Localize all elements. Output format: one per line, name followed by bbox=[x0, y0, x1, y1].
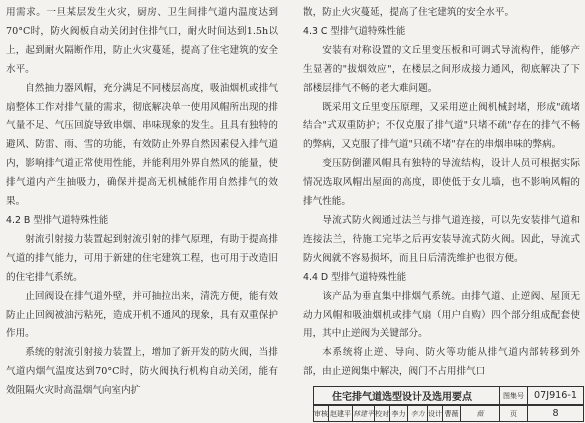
paragraph: 系统的射流引射接力装置上，增加了新开发的防火阀，当排气道内烟气温度达到70°C时，防火阀执行机构自动关闭，能有效阻隔火灾时高温烟气向室内扩 bbox=[6, 347, 278, 397]
paragraph: 散，防止火灾蔓延，提高了住宅建筑的安全水平。 bbox=[303, 7, 515, 18]
reviewer-name: 赵建平 bbox=[329, 406, 353, 422]
paragraph: 用需求。一旦某层发生火灾，厨房、卫生间排气道内温度达到70°C时，防火阀板自动关闭封住排气口，耐火时间达到1.5h以上，起到耐火隔断作用，防止火灾蔓延，提高了住宅建筑的安全水平。 bbox=[6, 7, 278, 75]
checker-signature: 李力 bbox=[408, 406, 428, 422]
designer-signature: 薇 bbox=[461, 406, 500, 422]
section-heading: 4.4 D 型排气道特殊性能 bbox=[303, 271, 407, 283]
paragraph: 安装有对称设置的文丘里变压板和可调式导流构件，能够产生显著的"拔烟效应"，在楼层之间形成接力通风，彻底解决了下部楼层排气不畅的老大难问题。 bbox=[303, 44, 580, 94]
check-label: 校对 bbox=[375, 406, 390, 422]
left-text-column bbox=[6, 4, 278, 401]
checker-name: 李力 bbox=[390, 406, 408, 422]
atlas-number-label: 图集号 bbox=[500, 387, 528, 405]
right-text-column bbox=[303, 4, 580, 382]
paragraph: 既采用文丘里变压原理，又采用逆止阀机械封堵，形成"疏堵结合"式双重防护；不仅克服了排气道"只堵不疏"存在的排气不畅的弊病，又克服了排气道"只疏不堵"存在的串烟串味的弊病。 bbox=[303, 101, 580, 151]
section-heading: 4.2 B 型排气道特殊性能 bbox=[6, 214, 109, 226]
paragraph: 自然抽力器风帽，充分满足不同楼层高度，吸油烟机或排气扇整体工作对排气量的需求，彻底解决单一使用风帽所出现的排气量不足、气压回旋导致串烟、串味现象的发生。且具有独特的避风、防雷、雨、雪的功能，有效防止外界自然因素侵入排气道内，影响排气道正常使用性能，并能利用外界自然风的能量，使排气道内产生抽吸力，确保并提高无机械能作用自然排气的效果。 bbox=[6, 82, 278, 208]
section-heading: 4.3 C 型排气道特殊性能 bbox=[303, 25, 406, 37]
title-block bbox=[313, 386, 584, 405]
paragraph: 导流式防火阀通过法兰与排气道连接，可以先安装排气道和连接法兰，待施工完毕之后再安装导流式防火阀。因此，导流式防火阀就不容易损坏，而且日后清洗维护也很方便。 bbox=[303, 214, 580, 264]
designer-name: 曹薇 bbox=[443, 406, 461, 422]
paragraph: 射流引射接力装置起到射流引射的排气原理，有助于提高排气道的排气能力，可用于新建的住宅建筑工程，也可用于改造旧的住宅排气系统。 bbox=[6, 233, 278, 283]
paragraph: 止回阀设在排气道外壁，并可抽拉出来，清洗方便，能有效防止止回阀被油污粘死，造成开机不通风的现象，具有双重保护作用。 bbox=[6, 290, 278, 340]
review-label: 审核 bbox=[314, 406, 329, 422]
drawing-title: 住宅排气道选型设计及选用要点 bbox=[314, 387, 500, 405]
reviewer-signature: 林建平 bbox=[353, 406, 375, 422]
paragraph: 该产品为垂直集中排烟气系统。由排气道、止逆阀、屋顶无动力风帽和吸油烟机或排气扇（用户自购）四个部分组成配套使用，其中止逆阀为关键部分。 bbox=[303, 290, 580, 340]
atlas-number: 07J916-1 bbox=[528, 387, 584, 405]
paragraph: 本系统将止逆、导向、防火等功能从排气道内部转移到外部，由止逆阀集中解决，阀门不占用排气口 bbox=[303, 347, 580, 378]
signature-row bbox=[313, 405, 584, 422]
page-label: 页 bbox=[500, 406, 528, 422]
page-number: 8 bbox=[528, 406, 584, 422]
design-label: 设计 bbox=[428, 406, 443, 422]
paragraph: 变压防倒灌风帽具有独特的导流结构，设计人员可根据实际情况选取风帽出屋面的高度，即使低于女儿墙，也不影响风帽的排气性能。 bbox=[303, 158, 580, 208]
